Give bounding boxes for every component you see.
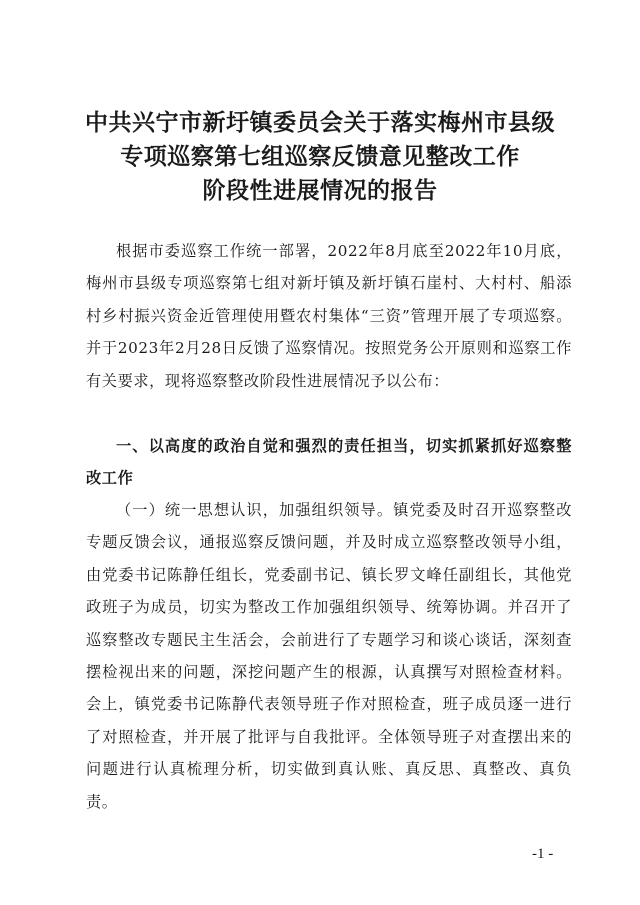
title-line-2: 专项巡察第七组巡察反馈意见整改工作: [120, 143, 520, 170]
document-title: [60, 106, 580, 208]
title-line-3: 阶段性进展情况的报告: [202, 177, 438, 204]
section-1-paragraph-1: （一）统一思想认识，加强组织领导。镇党委及时召开巡察整改专题反馈会议，通报巡察反馈问题，并及时成立巡察整改领导小组，由党委书记陈静任组长，党委副书记、镇长罗文峰任副组长，其他党政班子为成员，切实为整改工作加强组织领导、统筹协调。并召开了巡察整改专题民主生活会，会前进行了专题学习和谈心谈话，深刻查摆检视出来的问题，深挖问题产生的根源，认真撰写对照检查材料。会上，镇党委书记陈静代表领导班子作对照检查，班子成员逐一进行了对照检查，并开展了批评与自我批评。全体领导班子对查摆出来的问题进行认真梳理分析，切实做到真认账、真反思、真整改、真负责。: [86, 501, 572, 811]
section-heading-1: 一、以高度的政治自觉和强烈的责任担当，切实抓紧抓好巡察整改工作: [86, 437, 572, 488]
page-number: -1 -: [532, 846, 554, 862]
title-line-1: 中共兴宁市新圩镇委员会关于落实梅州市县级: [85, 109, 555, 136]
intro-paragraph: 根据市委巡察工作统一部署，2022年8月底至2022年10月底，梅州市县级专项巡察第七组对新圩镇及新圩镇石崖村、大村村、船添村乡村振兴资金近管理使用暨农村集体“三资”管理开展了专项巡察。并于2023年2月28日反馈了巡察情况。按照党务公开原则和巡察工作有关要求，现将巡察整改阶段性进展情况予以公布：: [86, 242, 572, 390]
